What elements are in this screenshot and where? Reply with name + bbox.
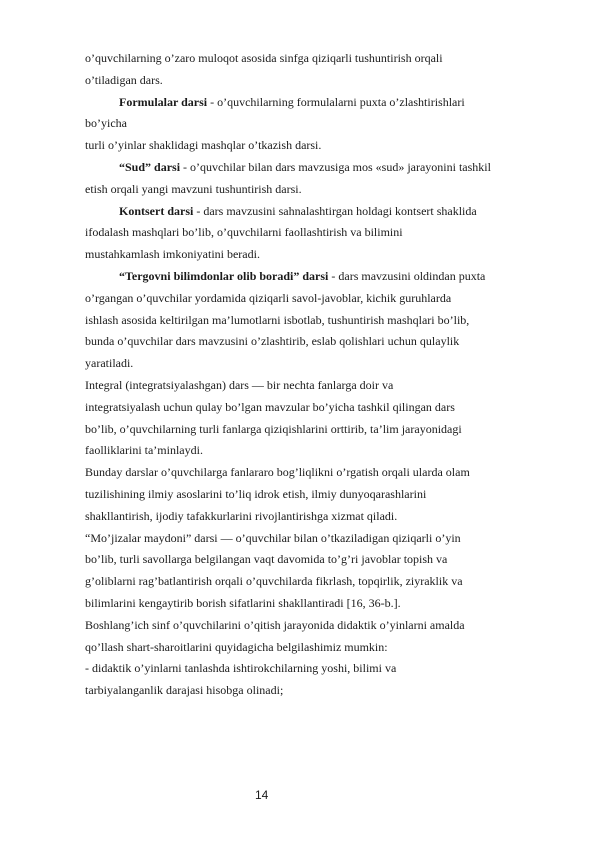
term-kontsert-darsi: Kontsert darsi bbox=[119, 203, 194, 218]
text-line-19: faolliklarini ta’minlaydi. bbox=[85, 443, 203, 458]
text-line-25: g’oliblarni rag’batlantirish orqali o’quvchilarda fikrlash, topqirlik, ziyraklik va bbox=[85, 574, 463, 589]
text-line-26: bilimlarini kengaytirib borish sifatlarini shakllantiradi [16, 36-b.]. bbox=[85, 595, 401, 610]
page-number: 14 bbox=[255, 788, 269, 802]
text-line-17: integratsiyalash uchun qulay bo’lgan mavzular bo’yicha tashkil qilingan dars bbox=[85, 399, 455, 414]
text-line-29: - didaktik o’yinlarni tanlashda ishtirokchilarning yoshi, bilimi va bbox=[85, 661, 397, 676]
text-line-1: o’quvchilarning o’zaro muloqot asosida sinfga qiziqarli tushuntirish orqali bbox=[85, 51, 443, 65]
text-line-6: “Sud” darsi - o’quvchilar bilan dars mavzusiga mos «sud» jarayonini tashkil bbox=[119, 159, 491, 174]
text-line-11: “Tergovni bilimdonlar olib boradi” darsi - dars mavzusini oldindan puxta bbox=[119, 268, 486, 283]
text-line-20: Bunday darslar o’quvchilarga fanlararo bog’liqlikni o’rgatish orqali ularda olam bbox=[85, 465, 470, 480]
text-line-8: Kontsert darsi - dars mavzusini sahnalashtirgan holdagi kontsert shaklida bbox=[119, 203, 477, 218]
text-line-22: shakllantirish, ijodiy tafakkurlarini rivojlantirishga xizmat qiladi. bbox=[85, 508, 398, 523]
term-tergov-darsi: “Tergovni bilimdonlar olib boradi” darsi bbox=[119, 268, 329, 283]
text-line-12: o’rgangan o’quvchilar yordamida qiziqarli savol-javoblar, kichik guruhlarda bbox=[85, 290, 452, 305]
text-line-7: etish orqali yangi mavzuni tushuntirish darsi. bbox=[85, 181, 302, 196]
text-line-30: tarbiyalanganlik darajasi hisobga olinadi; bbox=[85, 683, 284, 698]
text-line-5: turli o’yinlar shaklidagi mashqlar o’tkazish darsi. bbox=[85, 138, 322, 153]
text-line-16: Integral (integratsiyalashgan) dars — bir nechta fanlarga doir va bbox=[85, 377, 394, 392]
text-line-14: bunda o’quvchilar dars mavzusini o’zlashtirib, eslab qolishlari uchun qulaylik bbox=[85, 334, 460, 349]
document-body bbox=[85, 48, 555, 702]
text-line-13: ishlash asosida keltirilgan ma’lumotlarni isbotlab, tushuntirish mashqlari bo’lib, bbox=[85, 312, 470, 327]
text-line-18: bo’lib, o’quvchilarning turli fanlarga qiziqishlarini orttirib, ta’lim jarayonidagi bbox=[85, 421, 462, 436]
text-line-3: Formulalar darsi - o’quvchilarning formulalarni puxta o’zlashtirishlari bbox=[119, 94, 465, 109]
text-line-4: bo’yicha bbox=[85, 116, 127, 131]
text-line-2: o’tiladigan dars. bbox=[85, 72, 163, 87]
text-line-24: bo’lib, turli savollarga belgilangan vaqt davomida to’g’ri javoblar topish va bbox=[85, 552, 448, 567]
text-line-28: qo’llash shart-sharoitlarini quyidagicha belgilashimiz mumkin: bbox=[85, 639, 388, 654]
text-line-10: mustahkamlash imkoniyatini beradi. bbox=[85, 247, 260, 262]
term-sud-darsi: “Sud” darsi bbox=[119, 159, 181, 174]
text-line-23: “Mo’jizalar maydoni” darsi — o’quvchilar bilan o’tkaziladigan qiziqarli o’yin bbox=[85, 530, 461, 545]
text-line-21: tuzilishining ilmiy asoslarini to’liq idrok etish, ilmiy dunyoqarashlarini bbox=[85, 486, 427, 501]
text-line-27: Boshlang’ich sinf o’quvchilarini o’qitish jarayonida didaktik o’yinlarni amalda bbox=[85, 617, 465, 632]
text-line-15: yaratiladi. bbox=[85, 356, 134, 371]
text-line-9: ifodalash mashqlari bo’lib, o’quvchilarni faollashtirish va bilimini bbox=[85, 225, 403, 240]
term-formulalar-darsi: Formulalar darsi bbox=[119, 94, 208, 109]
